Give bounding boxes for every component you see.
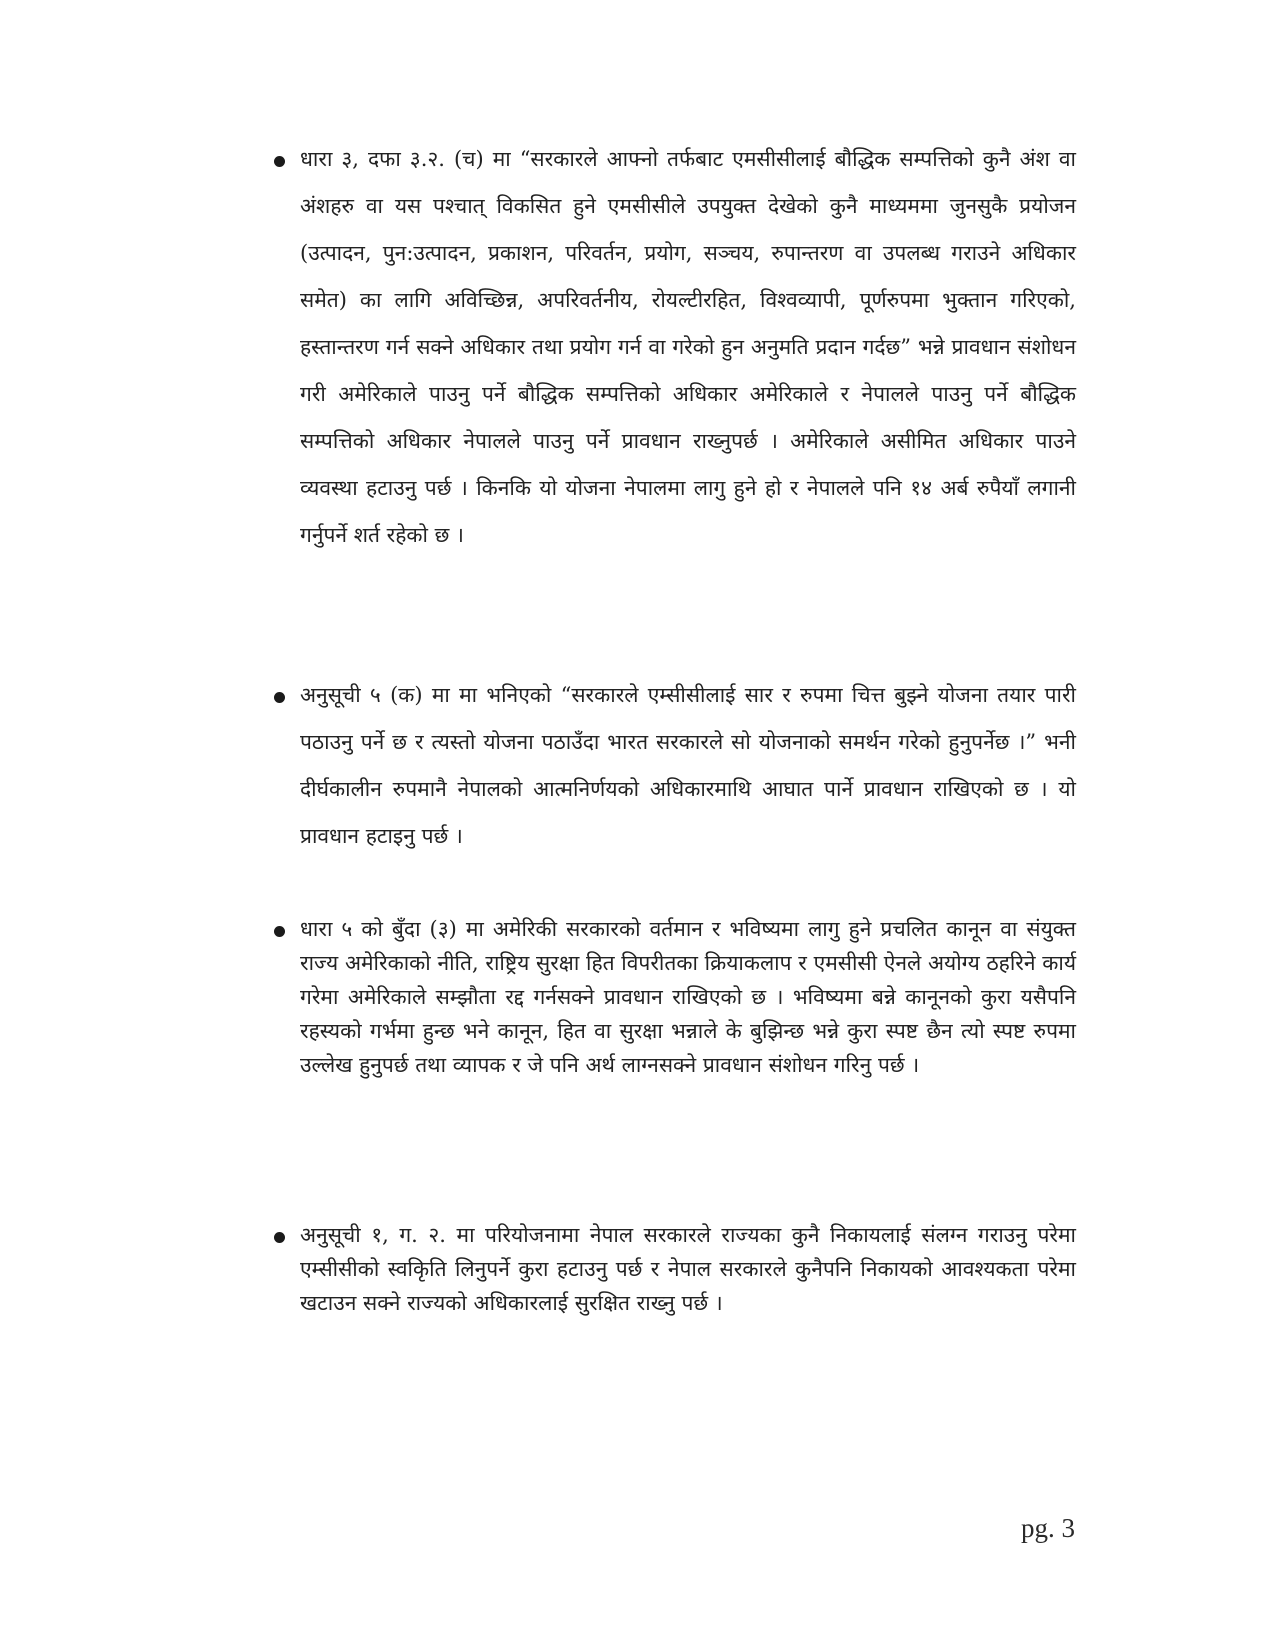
bullet-item-4 — [300, 1218, 1076, 1320]
bullet-item-2 — [300, 672, 1076, 860]
bullet-icon — [274, 1232, 285, 1243]
bullet-icon — [274, 926, 285, 937]
bullet-text-2: अनुसूची ५ (क) मा मा भनिएको “सरकारले एम्सीसीलाई सार र रुपमा चित्त बुझ्ने योजना तयार पारी पठाउनु पर्ने छ र त्यस्तो योजना पठाउँदा भारत सरकारले सो योजनाको समर्थन गरेको हुनुपर्नेछ ।” भनी दीर्घकालीन रुपमानै नेपालको आत्मनिर्णयको अधिकारमाथि आघात पार्ने प्रावधान राखिएको छ । यो प्रावधान हटाइनु पर्छ । — [300, 683, 1076, 848]
bullet-item-1 — [300, 136, 1076, 559]
bullet-text-3: धारा ५ को बुँदा (३) मा अमेरिकी सरकारको वर्तमान र भविष्यमा लागु हुने प्रचलित कानून वा संयुक्त राज्य अमेरिकाको नीति, राष्ट्रिय सुरक्षा हित विपरीतका क्रियाकलाप र एमसीसी ऐनले अयोग्य ठहरिने कार्य गरेमा अमेरिकाले सम्झौता रद्द गर्नसक्ने प्रावधान राखिएको छ । भविष्यमा बन्ने कानूनको कुरा यसैपनि रहस्यको गर्भमा हुन्छ भने कानून, हित वा सुरक्षा भन्नाले के बुझिन्छ भन्ने कुरा स्पष्ट छैन त्यो स्पष्ट रुपमा उल्लेख हुनुपर्छ तथा व्यापक र जे पनि अर्थ लाग्नसक्ने प्रावधान संशोधन गरिनु पर्छ । — [300, 917, 1076, 1077]
bullet-item-3 — [300, 912, 1076, 1082]
bullet-text-1: धारा ३, दफा ३.२. (च) मा “सरकारले आफ्नो तर्फबाट एमसीसीलाई बौद्धिक सम्पत्तिको कुनै अंश वा अंशहरु वा यस पश्चात् विकसित हुने एमसीसीले उपयुक्त देखेको कुनै माध्यममा जुनसुकै प्रयोजन (उत्पादन, पुन:उत्पादन, प्रकाशन, परिवर्तन, प्रयोग, सञ्चय, रुपान्तरण वा उपलब्ध गराउने अधिकार समेत) का लागि अविच्छिन्न, अपरिवर्तनीय, रोयल्टीरहित, विश्वव्यापी, पूर्णरुपमा भुक्तान गरिएको, हस्तान्तरण गर्न सक्ने अधिकार तथा प्रयोग गर्न वा गरेको हुन अनुमति प्रदान गर्दछ” भन्ने प्रावधान संशोधन गरी अमेरिकाले पाउनु पर्ने बौद्धिक सम्पत्तिको अधिकार अमेरिकाले र नेपालले पाउनु पर्ने बौद्धिक सम्पत्तिको अधिकार नेपालले पाउनु पर्ने प्रावधान राख्नुपर्छ । अमेरिकाले असीमित अधिकार पाउने व्यवस्था हटाउनु पर्छ । किनकि यो योजना नेपालमा लागु हुने हो र नेपालले पनि १४ अर्ब रुपैयाँ लगानी गर्नुपर्ने शर्त रहेको छ । — [300, 147, 1076, 547]
bullet-icon — [274, 156, 285, 167]
bullet-text-4: अनुसूची १, ग. २. मा परियोजनामा नेपाल सरकारले राज्यका कुनै निकायलाई संलग्न गराउनु परेमा एम्सीसीको स्वकिृति लिनुपर्ने कुरा हटाउनु पर्छ र नेपाल सरकारले कुनैपनि निकायको आवश्यकता परेमा खटाउन सक्ने राज्यको अधिकारलाई सुरक्षित राख्नु पर्छ । — [300, 1223, 1076, 1315]
page-number: pg. 3 — [1021, 1513, 1075, 1543]
bullet-icon — [274, 692, 285, 703]
